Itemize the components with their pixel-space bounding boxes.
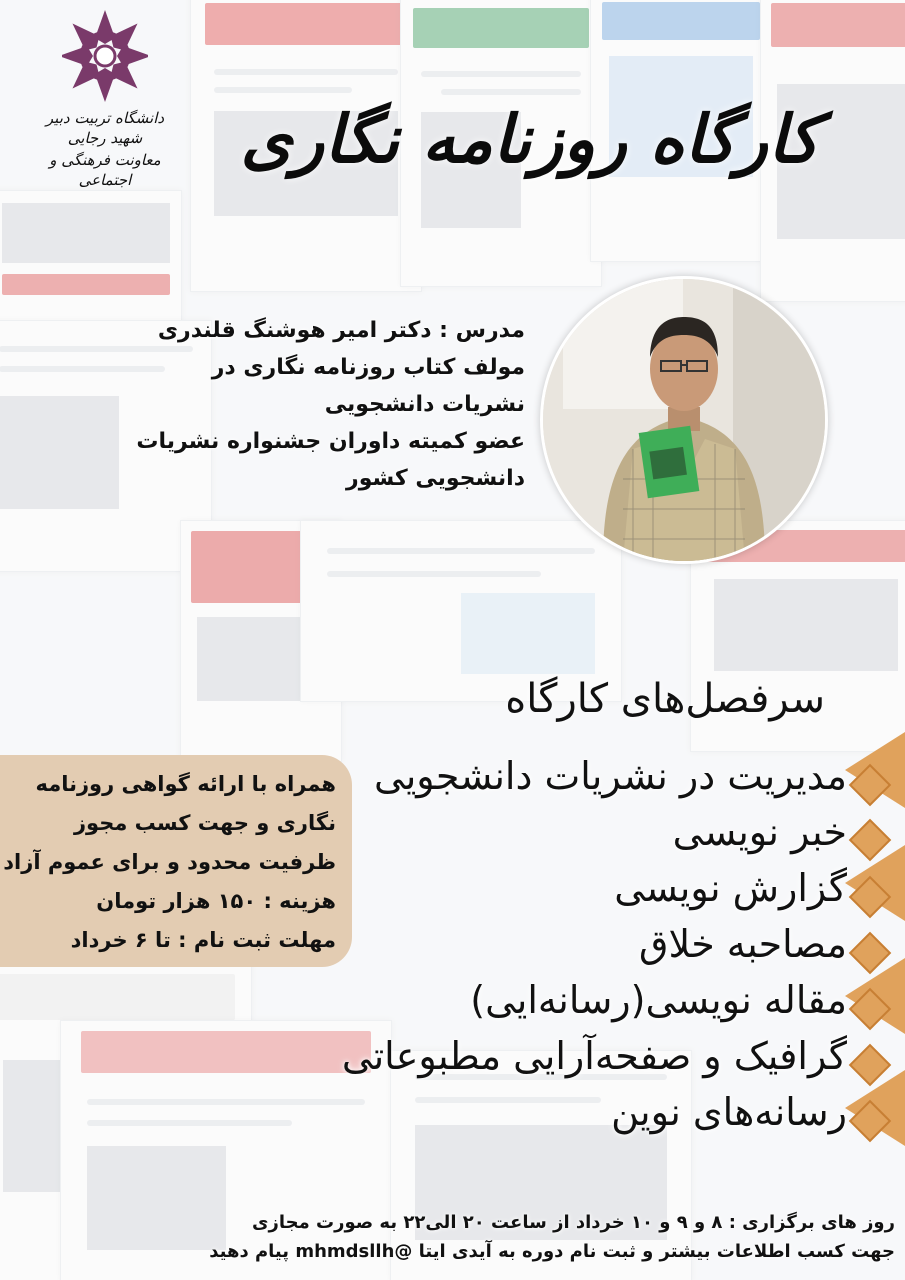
university-name: دانشگاه تربیت دبیر شهید رجایی	[45, 109, 165, 147]
university-logo	[30, 6, 180, 190]
topic-item: مقاله نویسی(رسانه‌ایی)	[470, 978, 847, 1022]
info-line: مهلت ثبت نام : تا ۶ خرداد	[70, 928, 336, 952]
topics-heading: سرفصل‌های کارگاه	[505, 676, 825, 722]
schedule-line: روز های برگزاری : ۸ و ۹ و ۱۰ خرداد از ساعت ۲۰ الی۲۲ به صورت مجازی	[252, 1212, 895, 1233]
topic-item: مدیریت در نشریات دانشجویی	[374, 754, 847, 798]
instructor-line: عضو کمیته داوران جشنواره نشریات	[136, 429, 525, 454]
info-line: ظرفیت محدود و برای عموم آزاد	[3, 850, 336, 874]
topic-item: خبر نویسی	[672, 810, 847, 854]
university-star-emblem-icon	[62, 6, 148, 106]
instructor-info	[55, 312, 525, 497]
registration-info-box	[0, 755, 352, 967]
instructor-line: مدرس : دکتر امیر هوشنگ قلندری	[157, 318, 525, 343]
info-line: هزینه : ۱۵۰ هزار تومان	[96, 889, 336, 913]
topic-item: رسانه‌های نوین	[611, 1090, 847, 1134]
footer-info	[30, 1208, 895, 1266]
topic-item: مصاحبه خلاق	[639, 922, 847, 966]
instructor-line: مولف کتاب روزنامه نگاری در	[211, 355, 525, 380]
page-title: کارگاه روزنامه نگاری	[240, 100, 820, 178]
info-line: نگاری و جهت کسب مجوز	[73, 811, 336, 835]
instructor-line: دانشجویی کشور	[346, 466, 525, 491]
instructor-line: نشریات دانشجویی	[324, 392, 525, 417]
instructor-photo	[540, 276, 828, 564]
department-name: معاونت فرهنگی و اجتماعی	[49, 151, 161, 189]
topic-item: گزارش نویسی	[614, 866, 847, 910]
topic-item: گرافیک و صفحه‌آرایی مطبوعاتی	[341, 1034, 847, 1078]
contact-line: جهت کسب اطلاعات بیشتر و ثبت نام دوره به آیدی ایتا @mhmdsllh پیام دهید	[209, 1241, 895, 1262]
info-line: همراه با ارائه گواهی روزنامه	[35, 772, 336, 796]
